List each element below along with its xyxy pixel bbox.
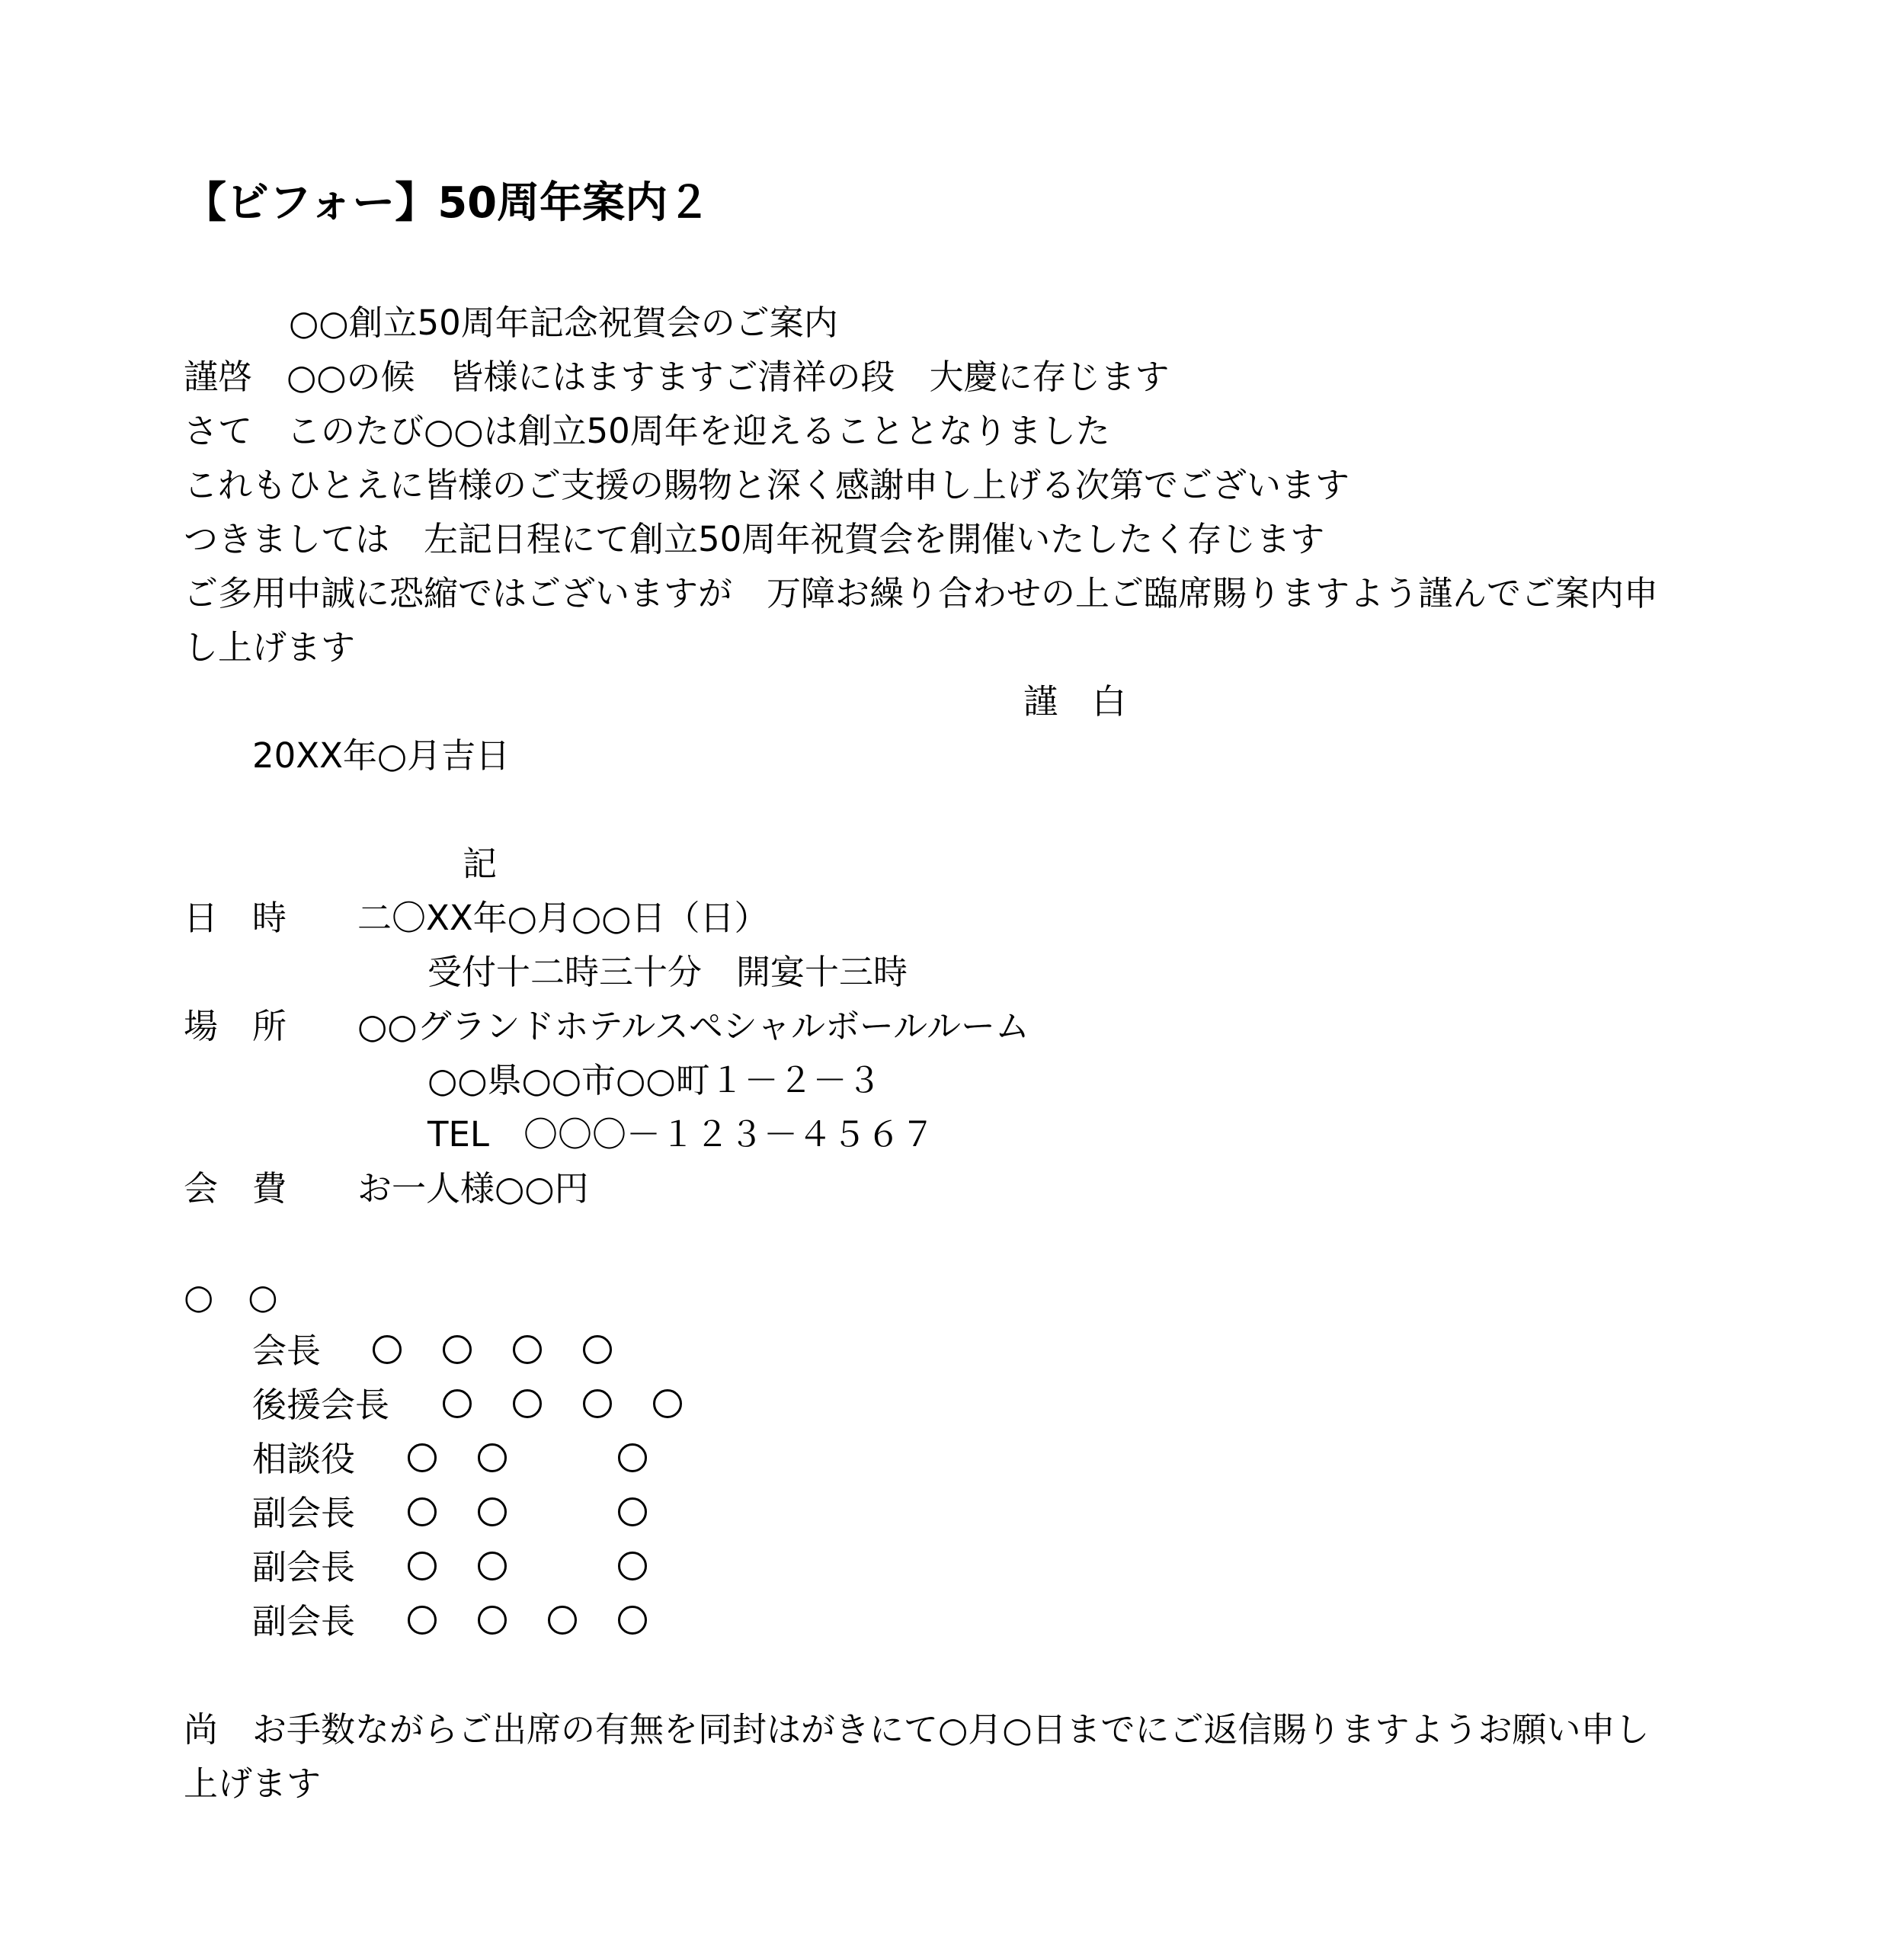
circle-icon xyxy=(618,1606,647,1635)
role-label: 会長 xyxy=(252,1331,322,1371)
subject-line: ○○創立50周年記念祝賀会のご案内 xyxy=(289,303,838,343)
body-line-5: ご多用中誠に恐縮ではございますが 万障お繰り合わせの上ご臨席賜りますよう謹んでご案内申 xyxy=(184,573,1659,613)
body-line-1: 謹啓 ○○の候 皆様にはますますご清祥の段 大慶に存じます xyxy=(184,357,1170,397)
datetime-value: 二〇XX年○月○○日（日） xyxy=(357,898,769,938)
date: 20XX年○月吉日 xyxy=(252,735,511,776)
fee-value: お一人様○○円 xyxy=(357,1168,589,1209)
role-label: 副会長 xyxy=(252,1493,356,1533)
circle-icon xyxy=(478,1552,507,1580)
note-line-1: 尚 お手数ながらご出席の有無を同封はがきにて○月○日までにご返信賜りますようお願い申し xyxy=(184,1709,1650,1750)
circle-icon xyxy=(478,1443,507,1472)
reception-time: 受付十二時三十分 開宴十三時 xyxy=(427,952,908,992)
role-label: 後援会長 xyxy=(252,1385,390,1425)
circle-icon xyxy=(373,1335,402,1364)
circle-icon xyxy=(618,1552,647,1580)
circle-icon xyxy=(478,1606,507,1635)
circle-icon xyxy=(583,1389,612,1418)
circle-icon xyxy=(443,1335,472,1364)
circle-icon xyxy=(478,1497,507,1526)
circle-icon xyxy=(548,1606,577,1635)
circle-icon xyxy=(408,1443,437,1472)
circle-icon xyxy=(408,1606,437,1635)
name-placeholder xyxy=(408,1497,647,1526)
name-placeholder xyxy=(443,1389,682,1418)
circle-icon xyxy=(408,1552,437,1580)
organizer-name: ○ ○ xyxy=(184,1276,278,1317)
name-placeholder xyxy=(408,1606,647,1635)
body-line-4: つきましては 左記日程にて創立50周年祝賀会を開催いたしたく存じます xyxy=(184,519,1325,559)
circle-icon xyxy=(408,1497,437,1526)
circle-icon xyxy=(443,1389,472,1418)
fee-label: 会 費 xyxy=(184,1168,287,1209)
circle-icon xyxy=(653,1389,682,1418)
name-placeholder xyxy=(408,1443,647,1472)
body-line-3: これもひとえに皆様のご支援の賜物と深く感謝申し上げる次第でございます xyxy=(184,465,1350,505)
place-value: ○○グランドホテルスペシャルボールルーム xyxy=(357,1006,1030,1046)
closing: 謹 白 xyxy=(1023,681,1127,722)
role-label: 副会長 xyxy=(252,1601,356,1641)
ki-heading: 記 xyxy=(463,844,498,884)
name-placeholder xyxy=(373,1335,612,1364)
address: ○○県○○市○○町１－２－３ xyxy=(427,1060,882,1100)
body-line-6: し上げます xyxy=(184,627,356,668)
circle-icon xyxy=(618,1497,647,1526)
datetime-label: 日 時 xyxy=(184,898,287,938)
body-line-2: さて このたび○○は創立50周年を迎えることとなりました xyxy=(184,411,1110,451)
name-placeholder xyxy=(408,1552,647,1580)
note-line-2: 上げます xyxy=(184,1763,322,1804)
telephone: TEL 〇〇〇－１２３－４５６７ xyxy=(427,1114,935,1155)
circle-icon xyxy=(513,1389,542,1418)
role-label: 副会長 xyxy=(252,1547,356,1587)
circle-icon xyxy=(618,1443,647,1472)
document-title: 【ビフォー】50周年案内２ xyxy=(184,178,711,228)
place-label: 場 所 xyxy=(184,1006,287,1046)
role-label: 相談役 xyxy=(252,1439,356,1479)
circle-icon xyxy=(513,1335,542,1364)
circle-icon xyxy=(583,1335,612,1364)
